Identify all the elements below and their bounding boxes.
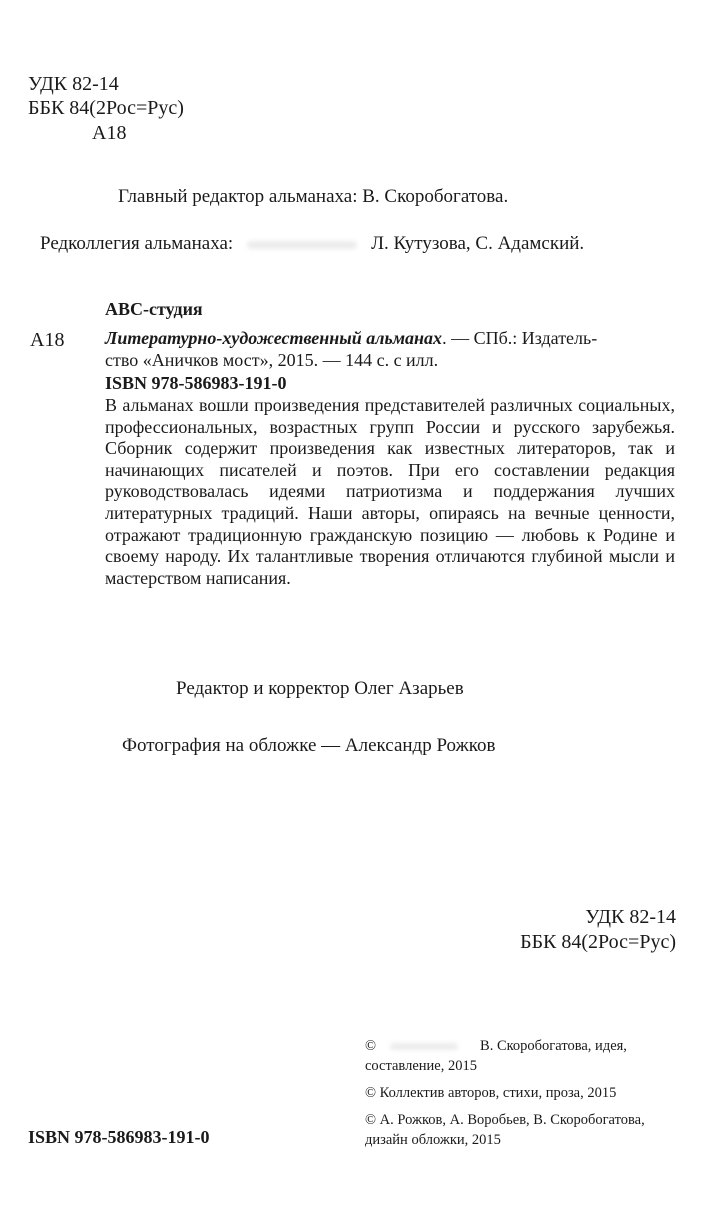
editorial-board	[40, 232, 584, 255]
copyright-text: В. Скоробогатова, идея, составление, 2015	[365, 1038, 627, 1074]
copyright-line-2	[365, 1083, 675, 1103]
almanac-title: Литературно-художественный альманах	[105, 328, 443, 348]
annotation-title: АВС-студия	[105, 299, 203, 319]
redacted-name	[390, 1043, 458, 1050]
copyright-line-1	[365, 1036, 665, 1076]
imprint-rest: . — СПб.: Издатель-	[442, 328, 598, 348]
annotation-body: В альманах вошли произведения представителей различных социальных, профессиональных, возрастных групп России и русского зарубежья. Сборник содержит произведения как известных литераторов, так и начинающих писателей и поэтов. При его составлении редакция руководствовалась идеями патриотизма и поддержания лучших литературных традиций. Наши авторы, опираясь на вечные ценности, отражают традиционную гражданскую позицию — любовь к Родине и своему народу. Их талантливые творения отличаются глубиной мысли и мастерством написания.	[105, 395, 675, 588]
annotation-isbn: ISBN 978-586983-191-0	[105, 373, 287, 393]
bbk-code-top: ББК 84(2Рос=Рус)	[28, 97, 184, 119]
imprint-line-2: ство «Аничков мост», 2015. — 144 с. с илл.	[105, 350, 439, 370]
copyright-text: Коллектив авторов, стихи, проза, 2015	[379, 1085, 617, 1101]
copyright-line-3	[365, 1110, 675, 1150]
author-mark-top: А18	[92, 122, 127, 144]
isbn-bottom: ISBN 978-586983-191-0	[28, 1127, 210, 1147]
bbk-code-bottom: ББК 84(2Рос=Рус)	[520, 931, 676, 953]
copyright-symbol: ©	[365, 1085, 377, 1101]
udk-code-top: УДК 82-14	[28, 73, 119, 95]
board-label: Редколлегия альманаха:	[40, 233, 234, 254]
cover-photo-credit: Фотография на обложке — Александр Рожков	[122, 735, 496, 756]
annotation-author-mark: А18	[30, 329, 65, 351]
copyright-text: А. Рожков, А. Воробьев, В. Скоробогатова, дизайн обложки, 2015	[365, 1112, 645, 1148]
editor-in-chief: Главный редактор альманаха: В. Скоробогатова.	[118, 186, 509, 207]
copyright-symbol: ©	[365, 1112, 377, 1128]
editor-corrector-credit: Редактор и корректор Олег Азарьев	[176, 678, 464, 699]
copyright-symbol: ©	[365, 1038, 377, 1054]
redacted-name	[247, 241, 357, 249]
udk-code-bottom: УДК 82-14	[585, 906, 676, 928]
annotation-imprint	[105, 327, 675, 349]
board-names: Л. Кутузова, С. Адамский.	[371, 233, 585, 254]
